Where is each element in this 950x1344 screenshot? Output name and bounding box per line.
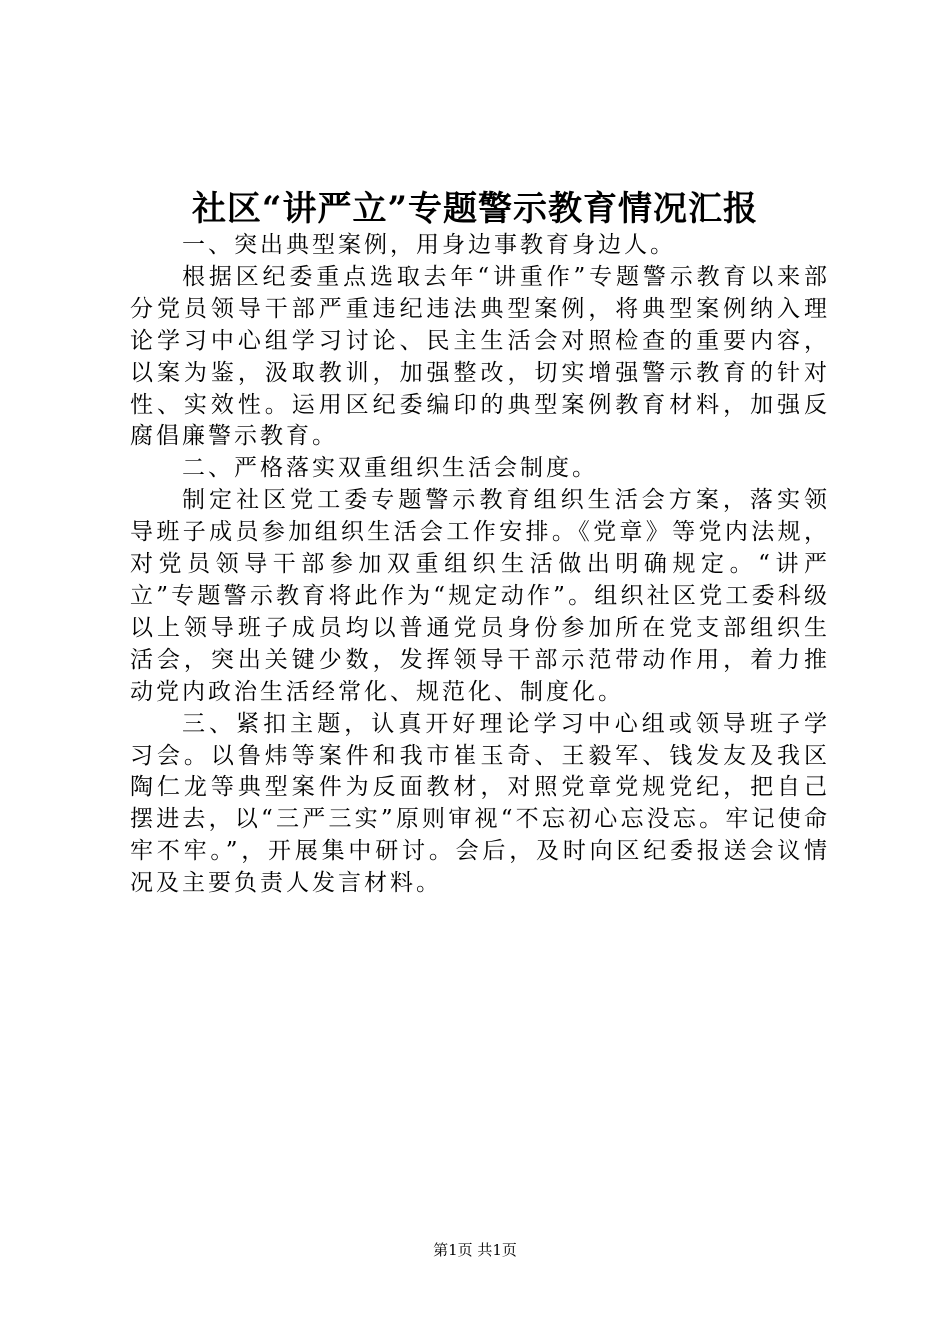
document-title: 社区“讲严立”专题警示教育情况汇报: [191, 189, 759, 229]
section-heading-1: 一、突出典型案例，用身边事教育身边人。: [182, 232, 676, 258]
paragraph-1: 根据区纪委重点选取去年“讲重作”专题警示教育以来部分党员领导干部严重违纪违法典型案例，将典型案例纳入理论学习中心组学习讨论、民主生活会对照检查的重要内容，以案为鉴，汲取教训，加强整改，切实增强警示教育的针对性、实效性。运用区纪委编印的典型案例教育材料，加强反腐倡廉警示教育。: [130, 263, 830, 450]
paragraph-3: 三、紧扣主题，认真开好理论学习中心组或领导班子学习会。以鲁炜等案件和我市崔玉奇、王毅军、钱发友及我区陶仁龙等典型案件为反面教材，对照党章党规党纪，把自己摆进去，以“三严三实”原则审视“不忘初心忘没忘。牢记使命牢不牢。”，开展集中研讨。会后，及时向区纪委报送会议情况及主要负责人发言材料。: [130, 710, 830, 897]
section-heading-2: 二、严格落实双重组织生活会制度。: [182, 455, 598, 482]
page-footer: 第1页 共1页: [433, 1241, 517, 1259]
paragraph-2: 制定社区党工委专题警示教育组织生活会方案，落实领导班子成员参加组织生活会工作安排。《党章》等党内法规，对党员领导干部参加双重组织生活做出明确规定。“讲严立”专题警示教育将此作为“规定动作”。组织社区党工委科级以上领导班子成员均以普通党员身份参加所在党支部组织生活会，突出关键少数，发挥领导干部示范带动作用，着力推动党内政治生活经常化、规范化、制度化。: [130, 487, 830, 705]
document-body: [130, 230, 830, 900]
